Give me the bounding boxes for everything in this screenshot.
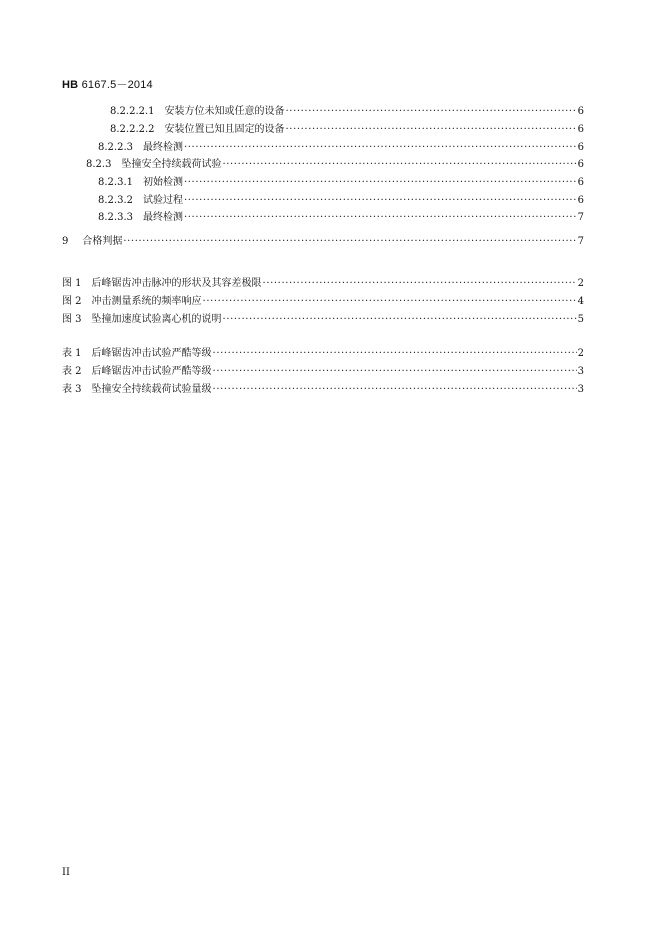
table-entry[interactable] [62,383,584,397]
toc-entry-number: 8.2.2.2.1 [110,106,155,117]
toc-entry-title: 安装位置已知且固定的设备 [164,124,285,135]
figure-number: 图 1 [62,278,82,289]
figure-title: 坠撞加速度试验离心机的说明 [91,314,222,325]
toc-entry-title: 试验过程 [143,195,183,206]
table-page: 2 [577,348,584,359]
leader-dots [223,313,577,327]
page-number: II [62,867,70,878]
figure-page: 5 [577,314,584,325]
toc-entry-title: 初始检测 [143,177,183,188]
leader-dots [184,176,577,190]
toc-entry[interactable] [98,176,584,190]
toc-entry-title: 坠撞安全持续载荷试验 [121,159,222,170]
figure-title: 后峰锯齿冲击脉冲的形状及其容差极限 [91,278,262,289]
leader-dots [286,123,577,137]
toc-entry[interactable] [98,211,584,225]
leader-dots [184,141,577,155]
figure-entry[interactable] [62,277,584,291]
figure-page: 4 [577,296,584,307]
toc-entry-title: 最终检测 [143,142,183,153]
toc-entry-page: 6 [577,106,584,117]
toc-entry[interactable] [86,158,584,172]
table-number: 表 1 [62,348,82,359]
leader-dots [184,194,577,208]
leader-dots [203,295,577,309]
leader-dots [123,235,576,249]
toc-entry-title: 合格判据 [82,236,123,247]
leader-dots [286,105,577,119]
toc-entry-title: 安装方位未知或任意的设备 [164,106,285,117]
figure-number: 图 2 [62,296,82,307]
toc-entry-number: 8.2.3.3 [98,212,133,223]
table-title: 后峰锯齿冲击试验严酷等级 [91,366,212,377]
toc-entry[interactable] [110,123,584,137]
toc-entry-page: 6 [577,195,584,206]
table-page: 3 [577,366,584,377]
leader-dots [213,383,577,397]
toc-entry[interactable] [98,194,584,208]
leader-dots [222,158,576,172]
figure-entry[interactable] [62,295,584,309]
toc-entry[interactable] [98,141,584,155]
figure-number: 图 3 [62,314,82,325]
figure-title: 冲击测量系统的频率响应 [91,296,202,307]
toc-entry-page: 6 [577,142,584,153]
figure-page: 2 [577,278,584,289]
toc-entry-number: 8.2.3.2 [98,195,133,206]
toc-entry-number: 8.2.3.1 [98,177,133,188]
toc-entry-page: 7 [577,212,584,223]
toc-entry-page: 6 [577,177,584,188]
toc-entry[interactable] [110,105,584,119]
table-title: 坠撞安全持续载荷试验量级 [91,384,212,395]
leader-dots [213,365,577,379]
table-number: 表 3 [62,384,82,395]
toc-entry-number: 9 [62,236,69,247]
table-number: 表 2 [62,366,82,377]
toc-entry-number: 8.2.2.3 [98,142,133,153]
leader-dots [184,211,577,225]
page-header [62,76,153,92]
toc-entry-page: 6 [577,159,584,170]
toc-entry[interactable] [62,235,584,249]
table-entry[interactable] [62,365,584,379]
table-entry[interactable] [62,347,584,361]
toc-entry-number: 8.2.3 [86,159,112,170]
table-title: 后峰锯齿冲击试验严酷等级 [91,348,212,359]
toc-entry-number: 8.2.2.2.2 [110,124,155,135]
standard-code: HB [62,79,79,91]
figure-entry[interactable] [62,313,584,327]
toc-entry-page: 7 [577,236,584,247]
table-page: 3 [577,384,584,395]
toc-entry-page: 6 [577,124,584,135]
leader-dots [263,277,577,291]
toc-entry-title: 最终检测 [143,212,183,223]
standard-number: 6167.5－2014 [81,79,153,91]
leader-dots [213,347,577,361]
